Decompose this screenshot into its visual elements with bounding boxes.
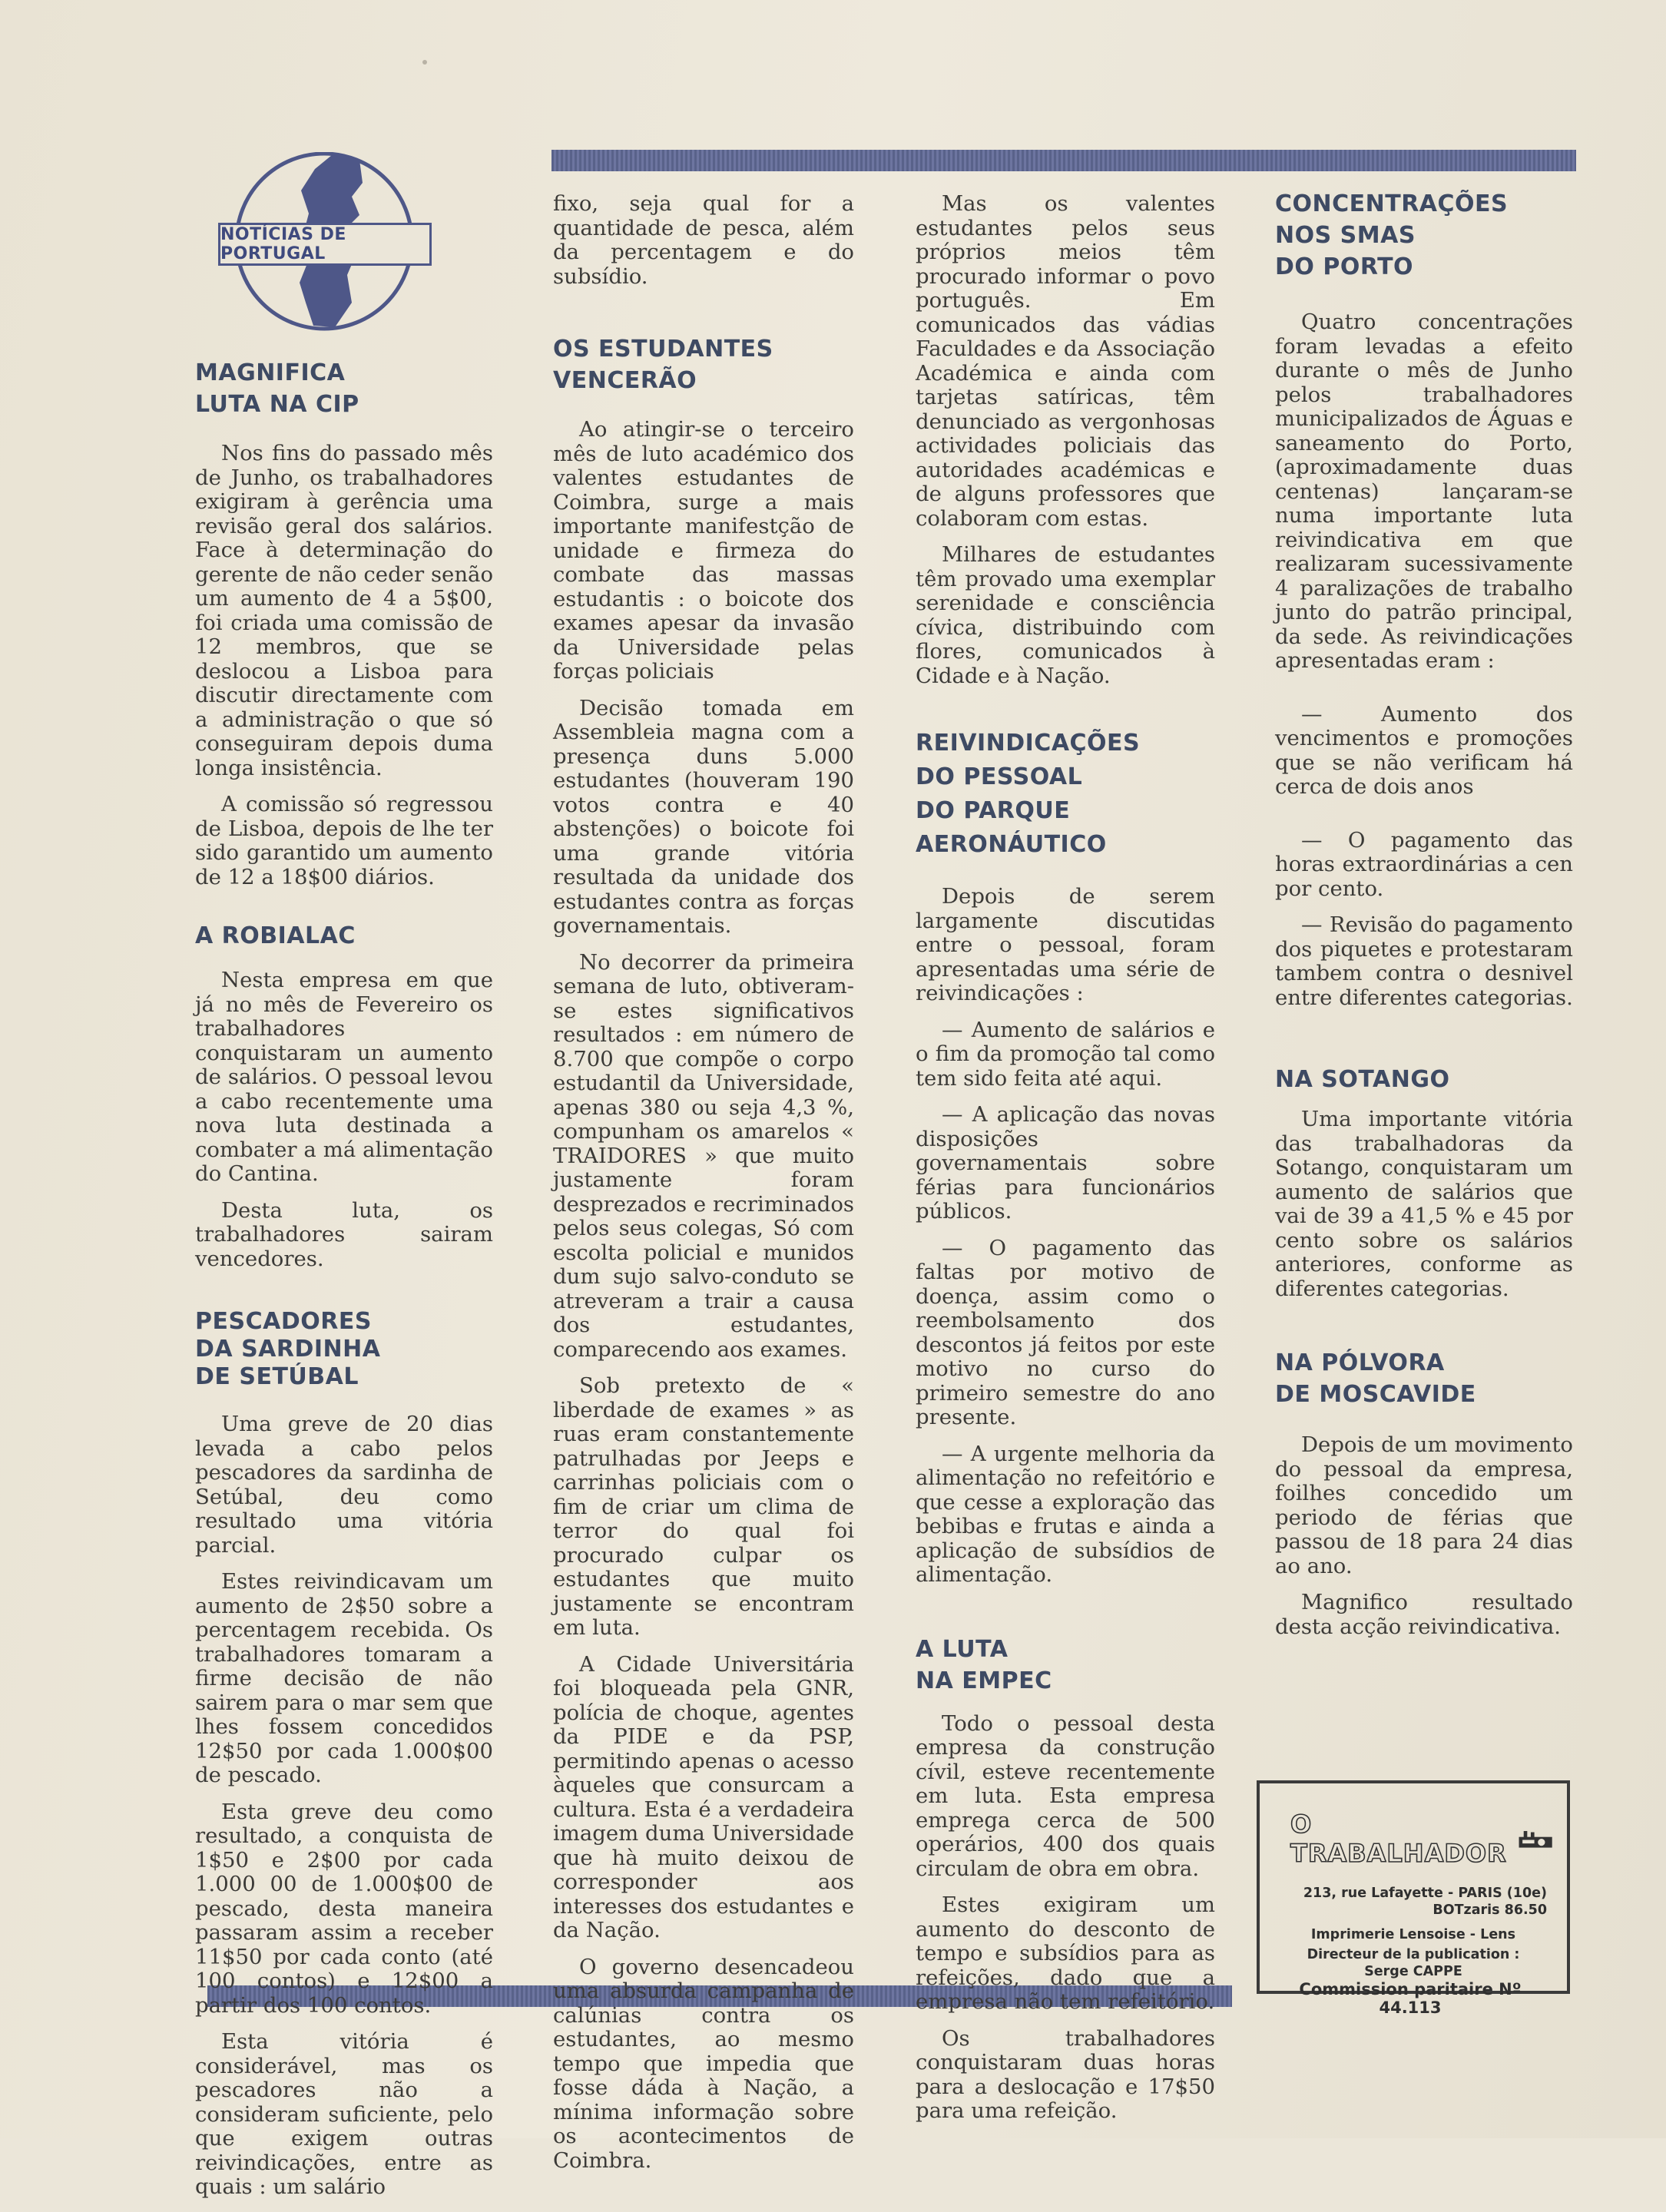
headline-smas: CONCENTRAÇÕES NOS SMAS DO PORTO [1275,190,1509,280]
headline-aeronautico: REIVINDICAÇÕES DO PESSOAL DO PARQUE AERONÁUTICO [916,730,1141,858]
article-paragraph: Os trabalhadores conquistaram duas horas para a deslocação e 17$50 para uma refeição. [916,2025,1215,2123]
factory-icon [1518,1826,1553,1852]
article-paragraph: Estes reivindicavam um aumento de 2$50 sobre a percentagem recebida. Os trabalhadores tomaram a firme decisão de não sairem para o mar sem que lhes fossem concedidos 12$50 por cada 1.000$00 de pescado. [195,1569,493,1787]
article-paragraph: Quatro concentrações foram levadas a efeito durante o mês de Junho pelos trabalhadores municipalizados de Águas e saneamento do Porto, (aproximadamente duas centenas) lançaram-se numa importante luta reivindicativa em que realizaram sucessivamente 4 paralizações de trabalho junto do patrão principal, da sede. As reivindicações apresentadas eram : [1275,310,1573,673]
imprint-printer: Imprimerie Lensoise - Lens [1310,1927,1516,1942]
logo-label: NOTÍCIAS DE PORTUGAL [218,223,432,266]
column-3 [916,192,1215,2136]
article-paragraph: Magnifico resultado desta acção reivindicativa. [1275,1590,1573,1639]
article-paragraph: — Revisão do pagamento dos piquetes e protestaram tambem contra o desnivel entre diferentes categorias. [1275,912,1573,1010]
masthead-title [1274,1810,1553,1868]
article-paragraph: Ao atingir-se o terceiro mês de luto académico dos valentes estudantes de Coimbra, surge a mais importante manifestção de unidade e firmeza do combate das massas estudantis : o boicote dos exames apesar da invasão da Universidade pelas forças policiais [553,417,854,684]
headline-estudantes: OS ESTUDANTES VENCERÃO [553,336,773,394]
article-paragraph: Decisão tomada em Assembleia magna com a presença duns 5.000 estudantes (houveram 190 votos contra e 40 abstenções) o boicote foi uma grande vitória resultada da unidade dos estudantes contra as forças governamentais. [553,695,854,938]
headline-pescadores: PESCADORES DA SARDINHA DE SETÚBAL [195,1308,381,1390]
noticias-logo [217,152,426,333]
column-1 [195,357,493,2212]
headline-cip: MAGNIFICA LUTA NA CIP [195,359,359,418]
imprint-box [1257,1780,1570,2017]
article-paragraph: Nos fins do passado mês de Junho, os trabalhadores exigiram à gerência uma revisão geral dos salários. Face à determinação do gerente de não ceder senão um aumento de 4 a 5$00, foi criada uma comissão de 12 membros, que se deslocou a Lisboa para discutir directamente com a administração o que só conseguiram depois duma longa insistência. [195,441,493,780]
article-paragraph: Sob pretexto de « liberdade de exames » as ruas eram constantemente patrulhadas por Jeeps e carrinhas policiais com o fim de criar um clima de terror do qual foi procurado culpar os estudantes que muito justamente se encontram em luta. [553,1373,854,1640]
imprint-phone: BOTzaris 86.50 [1432,1902,1547,1918]
column-2 [553,192,854,2185]
article-paragraph: A Cidade Universitária foi bloqueada pela GNR, polícia de choque, agentes da PIDE e da PSP, permitindo apenas o acesso àqueles que consurcam a cultura. Esta é a verdadeira imagem duma Universidade que hà muito deixou de corresponder aos interesses dos estudantes e da Nação. [553,1651,854,1942]
article-paragraph: Desta luta, os trabalhadores sairam vencedores. [195,1197,493,1271]
article-paragraph: — O pagamento das horas extraordinárias a cen por cento. [1275,827,1573,901]
article-paragraph: Uma importante vitória das trabalhadoras da Sotango, conquistaram um aumento de salários que vai de 39 a 41,5 % e 45 por cento sobre os salários anteriores, conforme as diferentes categorias. [1275,1107,1573,1301]
article-paragraph: Estes exigiram um aumento do desconto de tempo e subsídios para as refeições, dado que a empresa não tem refeitório. [916,1892,1215,2014]
article-paragraph: No decorrer da primeira semana de luto, obtiveram-se estes significativos resultados : em número de 8.700 que compõe o corpo estudantil da Universidade, apenas 380 ou seja 4,3 %, compunham os amarelos « TRAIDORES » que muito justamente foram desprezados e recriminados pelos seus colegas, Só com escolta policial e munidos dum sujo salvo-conduto se atreveram a trair a causa dos estudantes, comparecendo aos exames. [553,949,854,1362]
headline-robialac: A ROBIALAC [195,922,356,949]
article-paragraph: Esta greve deu como resultado, a conquista de 1$50 e 2$00 por cada 1.000 00 de 1.000$00 de pescado, desta maneira passaram assim a receber 11$50 por cada conto (até 100 contos) e 12$00 a partir dos 100 contos. [195,1799,493,2018]
headline-empec: A LUTA NA EMPEC [916,1635,1052,1694]
article-paragraph: Mas os valentes estudantes pelos seus próprios meios têm procurado informar o povo português. Em comunicados das vádias Faculdades e da Associação Académica e ainda com tarjetas satíricas, têm denunciado as vergonhosas actividades policiais das autoridades académicas e de alguns professores que colaboram com estas. [916,191,1215,531]
article-paragraph: Milhares de estudantes têm provado uma exemplar serenidade e consciência cívica, distribuindo com flores, comunicados à Cidade e à Nação. [916,542,1215,688]
column-4 [1275,188,1573,1651]
masthead-text: O TRABALHADOR [1290,1810,1507,1868]
article-paragraph: O governo desencadeou uma absurda campanha de calúnias contra os estudantes, ao mesmo tempo que impedia que fosse dáda à Nação, a mínima informação sobre os acontecimentos de Coimbra. [553,1954,854,2173]
article-paragraph: — Aumento de salários e o fim da promoção tal como tem sido feita até aqui. [916,1017,1215,1091]
article-paragraph: — A aplicação das novas disposições governamentais sobre férias para funcionários públicos. [916,1102,1215,1224]
article-paragraph: — Aumento dos vencimentos e promoções que se não verificam há cerca de dois anos [1275,701,1573,799]
article-paragraph: Nesta empresa em que já no mês de Fevereiro os trabalhadores conquistaram un aumento de salários. O pessoal levou a cabo recentemente uma nova luta destinada a combater a má alimentação do Cantina. [195,968,493,1186]
article-paragraph: — A urgente melhoria da alimentação no refeitório e que cesse a exploração das bebibas e frutas e ainda a aplicação de subsídios de alimentação. [916,1441,1215,1587]
paper-speck [422,60,427,65]
imprint-commission: Commission paritaire Nº 44.113 [1299,1980,1522,2017]
article-paragraph: Todo o pessoal desta empresa da construção cívil, esteve recentemente em luta. Esta empresa emprega cerca de 500 operários, 400 dos quais circulam de obra em obra. [916,1710,1215,1881]
imprint-director-label: Directeur de la publication : [1307,1947,1520,1962]
imprint-director-name: Serge CAPPE [1364,1964,1462,1979]
article-paragraph: — O pagamento das faltas por motivo de doença, assim como o reembolsamento dos descontos já feitos por este motivo no curso do primeiro semestre do ano presente. [916,1235,1215,1429]
headline-polvora: NA PÓLVORA DE MOSCAVIDE [1275,1349,1476,1408]
article-paragraph: Depois de serem largamente discutidas entre o pessoal, foram apresentadas uma série de reivindicações : [916,884,1215,1005]
article-paragraph: A comissão só regressou de Lisboa, depois de lhe ter sido garantido um aumento de 12 a 18$00 diários. [195,792,493,889]
article-paragraph: fixo, seja qual for a quantidade de pesca, além da percentagem e do subsídio. [553,191,854,289]
article-paragraph: Depois de um movimento do pessoal da empresa, foilhes concedido um periodo de férias que passou de 18 para 24 dias ao ano. [1275,1432,1573,1578]
top-rule [551,150,1576,171]
article-paragraph: Esta vitória é considerável, mas os pescadores não a consideram suficiente, pelo que exigem outras reivindicações, entre as quais : um salário [195,2029,493,2199]
imprint-address: 213, rue Lafayette - PARIS (10e) [1303,1886,1547,1901]
article-paragraph: Uma greve de 20 dias levada a cabo pelos pescadores da sardinha de Setúbal, deu como resultado uma vitória parcial. [195,1412,493,1558]
headline-sotango: NA SOTANGO [1275,1066,1450,1093]
